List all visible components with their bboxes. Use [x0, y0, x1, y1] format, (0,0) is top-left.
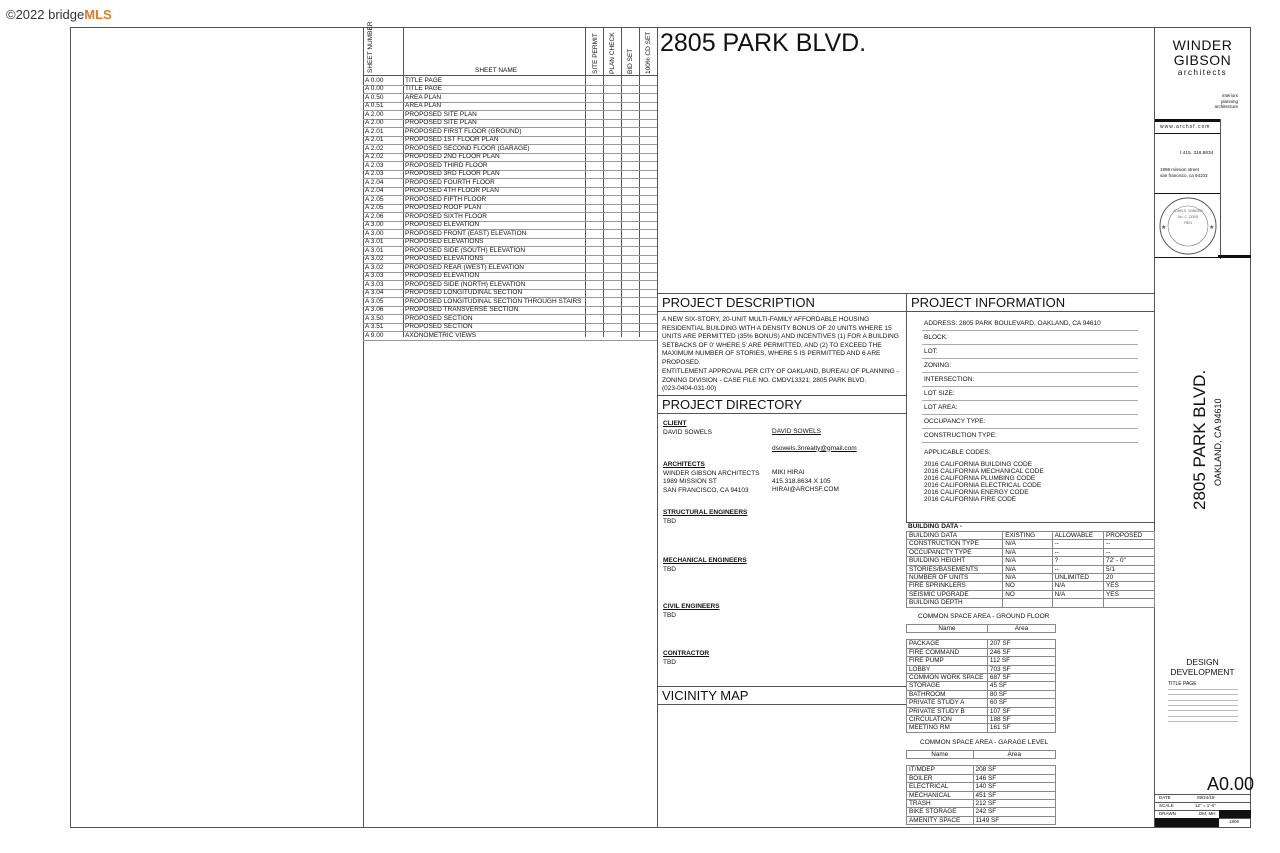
table-row — [907, 648, 1056, 656]
table-cell: FIRE SPRINKLERS — [907, 582, 1003, 590]
sheet-name-cell: PROPOSED SECTION — [405, 314, 473, 322]
info-field: LOT: — [924, 348, 938, 355]
sheet-number-cell: A 2.01 — [365, 127, 384, 135]
sheet-number-cell: A 2.05 — [365, 204, 384, 211]
table-row — [907, 574, 1155, 582]
sheet-number-cell: A 2.02 — [365, 144, 384, 152]
header-site-permit: SITE PERMIT — [592, 33, 599, 74]
table-cell: N/A — [1003, 548, 1052, 556]
sheet-number-cell: A 2.02 — [365, 153, 384, 160]
table-cell: 1149 SF — [973, 816, 1055, 824]
table-cell: N/A — [1003, 540, 1052, 548]
sheet-number-cell: A 0.50 — [365, 93, 384, 101]
table-cell: NO — [1003, 582, 1052, 590]
firm-tagline: interiors planning architecture — [1214, 93, 1238, 109]
sheet-number-cell: A 2.04 — [365, 187, 384, 194]
table-cell: PRIVATE STUDY A — [907, 699, 988, 707]
common-garage-title: COMMON SPACE AREA - GARAGE LEVEL — [920, 739, 1049, 746]
table-row — [907, 724, 1056, 732]
table-cell: -- — [1104, 548, 1155, 556]
table-row — [907, 774, 1056, 782]
sheet-number-cell: A 0.00 — [365, 76, 384, 84]
table-cell: -- — [1052, 565, 1103, 573]
table-row — [907, 699, 1056, 707]
firm-logo: WINDER GIBSON architects — [1172, 37, 1233, 77]
frame-left — [70, 27, 71, 828]
sheet-number-cell: A 3.06 — [365, 306, 384, 313]
header-plan-check: PLAN CHECK — [609, 32, 616, 74]
header-sheet-name: SHEET NAME — [475, 67, 518, 74]
divider-titleblock — [1154, 27, 1155, 828]
table-cell: MECHANICAL — [907, 791, 974, 799]
table-cell: COMMON WORK SPACE — [907, 674, 988, 682]
table-row — [907, 582, 1155, 590]
table-row — [907, 640, 1056, 648]
entitlement-text: ENTITLEMENT APPROVAL PER CITY OF OAKLAND, BUREAU OF PLANNING - ZONING DIVISION - CASE FILE NO. CMDV13321; 2805 PARK BLVD. (023-0404-031-00) — [662, 368, 899, 392]
table-cell: 161 SF — [987, 724, 1055, 732]
sheet-name-cell: PROPOSED SIDE (NORTH) ELEVATION — [405, 280, 526, 288]
table-cell: STORAGE — [907, 682, 988, 690]
table-cell: TRASH — [907, 800, 974, 808]
table-row — [907, 665, 1056, 673]
table-cell: OCCUPANCTY TYPE — [907, 548, 1003, 556]
sheet-name-cell: PROPOSED ELEVATIONS — [405, 255, 484, 262]
table-header-row — [907, 751, 1056, 759]
sheet-name-cell: PROPOSED SECOND FLOOR (GARAGE) — [405, 144, 530, 152]
table-cell: Area — [973, 751, 1055, 759]
sheet-number-cell: A 3.02 — [365, 255, 384, 262]
sheet-number-cell: A 2.05 — [365, 195, 384, 203]
sheet-number-cell: A 2.03 — [365, 161, 384, 169]
table-cell: 703 SF — [987, 665, 1055, 673]
sheet-number-cell: A 2.00 — [365, 119, 384, 126]
table-cell: 140 SF — [973, 783, 1055, 791]
stamp-name: JOHN S. WINDER — [1173, 209, 1203, 213]
building-data-table — [906, 531, 1155, 608]
sheet-name-cell: PROPOSED 1ST FLOOR PLAN — [405, 136, 499, 143]
table-cell: LOBBY — [907, 665, 988, 673]
sheet-number-cell: A 3.03 — [365, 272, 384, 279]
common-ground-title: COMMON SPACE AREA - GROUND FLOOR — [918, 613, 1050, 620]
table-cell: PROPOSED — [1104, 532, 1155, 540]
table-cell: -- — [1104, 540, 1155, 548]
sheet-number-cell: A 3.03 — [365, 280, 384, 288]
sheet-number-cell: A 3.50 — [365, 314, 384, 322]
header-cd-set: 100% CD SET — [645, 31, 652, 74]
frame-top — [70, 27, 1251, 28]
sheet-name-cell: PROPOSED SITE PLAN — [405, 110, 477, 118]
table-row — [907, 707, 1056, 715]
table-cell: 188 SF — [987, 716, 1055, 724]
table-cell: BIKE STORAGE — [907, 808, 974, 816]
firm-address: 1998 mission street san francisco, ca 94103 — [1160, 167, 1208, 178]
table-cell: 207 SF — [987, 640, 1055, 648]
sheet-name-cell: PROPOSED ROOF PLAN — [405, 204, 482, 211]
table-cell: AMENITY SPACE — [907, 816, 974, 824]
table-cell: UNLIMITED — [1052, 574, 1103, 582]
table-cell: YES — [1104, 590, 1155, 598]
sheet-number-cell: A 3.00 — [365, 221, 384, 228]
vicinity-heading: VICINITY MAP — [662, 688, 749, 703]
sheet-index — [363, 21, 658, 342]
table-cell: ELECTRICAL — [907, 783, 974, 791]
sheet-name-cell: PROPOSED 2ND FLOOR PLAN — [405, 153, 500, 160]
table-cell: 208 SF — [973, 766, 1055, 774]
project-title: 2805 PARK BLVD. — [660, 29, 867, 57]
firm-phone: t 415. 318.8634 — [1180, 151, 1214, 156]
table-row — [907, 800, 1056, 808]
table-cell: CONSTRUCTION TYPE — [907, 540, 1003, 548]
info-field: CONSTRUCTION TYPE: — [924, 432, 997, 439]
stamp-ren: REN — [1184, 221, 1192, 225]
sheet-number-cell: A 3.02 — [365, 263, 384, 271]
svg-text:★: ★ — [1209, 225, 1215, 231]
common-garage-table — [906, 750, 1056, 825]
table-cell: PRIVATE STUDY B — [907, 707, 988, 715]
table-cell: MEETING RM — [907, 724, 988, 732]
sheet-number-cell: A 2.03 — [365, 170, 384, 177]
sheet-name-cell: PROPOSED TRANSVERSE SECTION — [405, 306, 519, 313]
table-cell: N/A — [1003, 557, 1052, 565]
table-row — [907, 540, 1155, 548]
sheet-name-cell: PROPOSED ELEVATION — [405, 272, 480, 279]
frame-right — [1250, 27, 1251, 828]
header-sheet-number: SHEET NUMBER — [367, 21, 374, 73]
frame-bottom — [70, 827, 1251, 828]
table-row — [907, 783, 1056, 791]
watermark-mls: MLS — [84, 7, 112, 22]
sheet-name-cell: PROPOSED SITE PLAN — [405, 119, 477, 126]
sheet-name-cell: PROPOSED FIFTH FLOOR — [405, 195, 487, 203]
phase-label: DESIGN DEVELOPMENT — [1170, 657, 1235, 677]
sheet-name-cell: PROPOSED SIXTH FLOOR — [405, 212, 487, 220]
sheet-name-cell: PROPOSED SECTION — [405, 323, 473, 330]
table-row — [907, 657, 1056, 665]
table-cell: BUILDING DEPTH — [907, 599, 1003, 607]
table-cell: 212 SF — [973, 800, 1055, 808]
table-cell: 451 SF — [973, 791, 1055, 799]
table-cell: N/A — [1052, 582, 1103, 590]
table-cell: 80 SF — [987, 690, 1055, 698]
sheet-number-cell: A 2.06 — [365, 212, 384, 220]
table-row — [907, 816, 1056, 824]
architect-stamp — [1158, 196, 1218, 256]
sheet-name-cell: PROPOSED ELEVATION — [405, 221, 480, 228]
info-field: BLOCK: — [924, 334, 948, 341]
table-cell: NUMBER OF UNITS — [907, 574, 1003, 582]
sheet-name-cell: PROPOSED LONGITUDINAL SECTION — [405, 289, 523, 296]
table-cell: SEISMIC UPGRADE — [907, 590, 1003, 598]
sheet-number-cell: A 3.51 — [365, 323, 384, 330]
sheet-number-cell: A 2.04 — [365, 178, 384, 186]
table-cell: FIRE COMMAND — [907, 648, 988, 656]
firm-web: www.archsf.com — [1160, 124, 1211, 130]
table-cell: 60 SF — [987, 699, 1055, 707]
table-header-row — [907, 532, 1155, 540]
sheet-name-cell: PROPOSED ELEVATIONS — [405, 238, 484, 245]
header-bid-set: BID SET — [627, 48, 634, 74]
table-cell: -- — [1052, 540, 1103, 548]
table-cell: ? — [1052, 557, 1103, 565]
table-row — [907, 716, 1056, 724]
table-cell: N/A — [1003, 565, 1052, 573]
stamp-number: No. C 13305 — [1177, 215, 1199, 219]
sheet-name-cell: PROPOSED THIRD FLOOR — [405, 161, 488, 169]
directory-body: CLIENT DAVID SOWELS — [663, 420, 713, 436]
side-subtitle: OAKLAND, CA 94610 — [1213, 398, 1223, 486]
table-cell: 107 SF — [987, 707, 1055, 715]
table-cell: 20 — [1104, 574, 1155, 582]
table-cell: 45 SF — [987, 682, 1055, 690]
common-ground-table — [906, 624, 1056, 733]
sheet-number-cell: A 3.00 — [365, 229, 384, 237]
table-row — [907, 599, 1155, 607]
sheet-name-cell: TITLE PAGE — [405, 76, 443, 84]
sheet-number: A0.00 — [1207, 774, 1255, 794]
description-body: A NEW SIX-STORY, 20-UNIT MULTI-FAMILY AFFORDABLE HOUSING RESIDENTIAL BUILDING WITH A DENSITY BONUS OF 20 UNITS WHERE 15 UNITS ARE PERMITTED (35% BONUS) AND INCENTIVES (1) FOR A BUILDING SETBACKS OF 0' WHERE 5' ARE PERMITTED, AND (2) TO EXCEED THE MAXIMUM NUMBER OF STORIES, WHERE 5 IS PERMITTED AND 6 ARE PROPOSED. — [662, 316, 899, 366]
sheet-name-cell: AREA PLAN — [405, 93, 442, 101]
info-field: OCCUPANCY TYPE: — [924, 418, 986, 425]
sheet-name-cell: PROPOSED REAR (WEST) ELEVATION — [405, 263, 524, 271]
table-cell: 687 SF — [987, 674, 1055, 682]
table-cell: STORIES/BASEMENTS — [907, 565, 1003, 573]
info-field: ZONING: — [924, 362, 952, 369]
table-row — [907, 690, 1056, 698]
directory-heading: PROJECT DIRECTORY — [662, 397, 803, 412]
sheet-name-cell: PROPOSED 3RD FLOOR PLAN — [405, 170, 500, 177]
sheet-number-cell: A 3.05 — [365, 297, 384, 305]
table-cell: EXISTING — [1003, 532, 1052, 540]
sheet-name-cell: PROPOSED SIDE (SOUTH) ELEVATION — [405, 246, 526, 254]
info-heading: PROJECT INFORMATION — [911, 295, 1066, 310]
table-row — [907, 682, 1056, 690]
info-field: INTERSECTION: — [924, 376, 975, 383]
sheet-name-cell: PROPOSED 4TH FLOOR PLAN — [405, 187, 499, 194]
sheet-number-cell: A 3.04 — [365, 289, 384, 296]
table-row — [907, 548, 1155, 556]
description-heading: PROJECT DESCRIPTION — [662, 295, 815, 310]
table-cell: FIRE PUMP — [907, 657, 988, 665]
table-cell: 5/1 — [1104, 565, 1155, 573]
side-title: 2805 PARK BLVD. — [1190, 369, 1209, 510]
sheet-number-cell: A 2.00 — [365, 110, 384, 118]
sheet-number-cell: A 3.01 — [365, 246, 384, 254]
table-row — [907, 557, 1155, 565]
sheet-number-cell: A 3.01 — [365, 238, 384, 245]
table-header-row — [907, 625, 1056, 633]
sheet-name-cell: PROPOSED FRONT (EAST) ELEVATION — [405, 229, 527, 237]
watermark — [6, 7, 112, 22]
table-cell — [1003, 599, 1052, 607]
sheet-name-cell: TITLE PAGE — [405, 85, 443, 92]
table-cell: BOILER — [907, 774, 974, 782]
info-field: LOT AREA: — [924, 404, 958, 411]
table-row — [907, 565, 1155, 573]
table-cell: YES — [1104, 582, 1155, 590]
sheet-title-label: TITLE PAGE — [1168, 681, 1197, 687]
sheet-number-cell: A 2.01 — [365, 136, 384, 143]
sheet-name-cell: AXONOMETRIC VIEWS — [405, 331, 477, 339]
table-cell — [1052, 599, 1103, 607]
info-field: ADDRESS: 2805 PARK BOULEVARD, OAKLAND, CA 94610 — [924, 320, 1101, 327]
table-cell: IT/MDEP — [907, 766, 974, 774]
table-cell — [1104, 599, 1155, 607]
applicable-codes: APPLICABLE CODES: 2016 CALIFORNIA BUILDING CODE 2016 CALIFORNIA MECHANICAL CODE 2016 CALIFORNIA PLUMBING CODE 2016 CALIFORNIA ELECTRICAL CODE 2016 CALIFORNIA ENERGY CODE 2016 CALIFORNIA FIRE CODE — [924, 449, 1044, 503]
table-cell: PACKAGE — [907, 640, 988, 648]
table-cell: N/A — [1003, 574, 1052, 582]
building-data-title: BUILDING DATA - — [908, 523, 963, 530]
table-cell: Area — [987, 625, 1055, 633]
sheet-name-cell: PROPOSED LONGITUDINAL SECTION THROUGH STAIRS — [405, 297, 582, 305]
table-cell: ALLOWABLE — [1052, 532, 1103, 540]
table-cell: NO — [1003, 590, 1052, 598]
info-field: LOT SIZE: — [924, 390, 955, 397]
sheet-number-cell: A 0.00 — [365, 85, 384, 92]
table-cell: CIRCULATION — [907, 716, 988, 724]
table-cell: 72' - 0" — [1104, 557, 1155, 565]
table-cell: 112 SF — [987, 657, 1055, 665]
sheet-name-cell: PROPOSED FIRST FLOOR (GROUND) — [405, 127, 522, 135]
table-row — [907, 791, 1056, 799]
sheet-number-cell: A 0.51 — [365, 102, 384, 109]
table-cell: 242 SF — [973, 808, 1055, 816]
svg-text:★: ★ — [1161, 225, 1167, 231]
table-row — [907, 590, 1155, 598]
sheet-name-cell: AREA PLAN — [405, 102, 442, 109]
table-cell: Name — [907, 751, 974, 759]
sheet-number-cell: A 9.00 — [365, 331, 384, 339]
sheet-name-cell: PROPOSED FOURTH FLOOR — [405, 178, 495, 186]
table-cell: 146 SF — [973, 774, 1055, 782]
table-cell: N/A — [1052, 590, 1103, 598]
table-row — [907, 808, 1056, 816]
watermark-copyright: ©2022 bridge — [6, 7, 85, 22]
table-row — [907, 766, 1056, 774]
table-cell: -- — [1052, 548, 1103, 556]
table-cell: Name — [907, 625, 988, 633]
table-cell: BUILDING HEIGHT — [907, 557, 1003, 565]
table-cell: 246 SF — [987, 648, 1055, 656]
table-row — [907, 674, 1056, 682]
table-cell: BUILDING DATA — [907, 532, 1003, 540]
table-cell: BATHROOM — [907, 690, 988, 698]
